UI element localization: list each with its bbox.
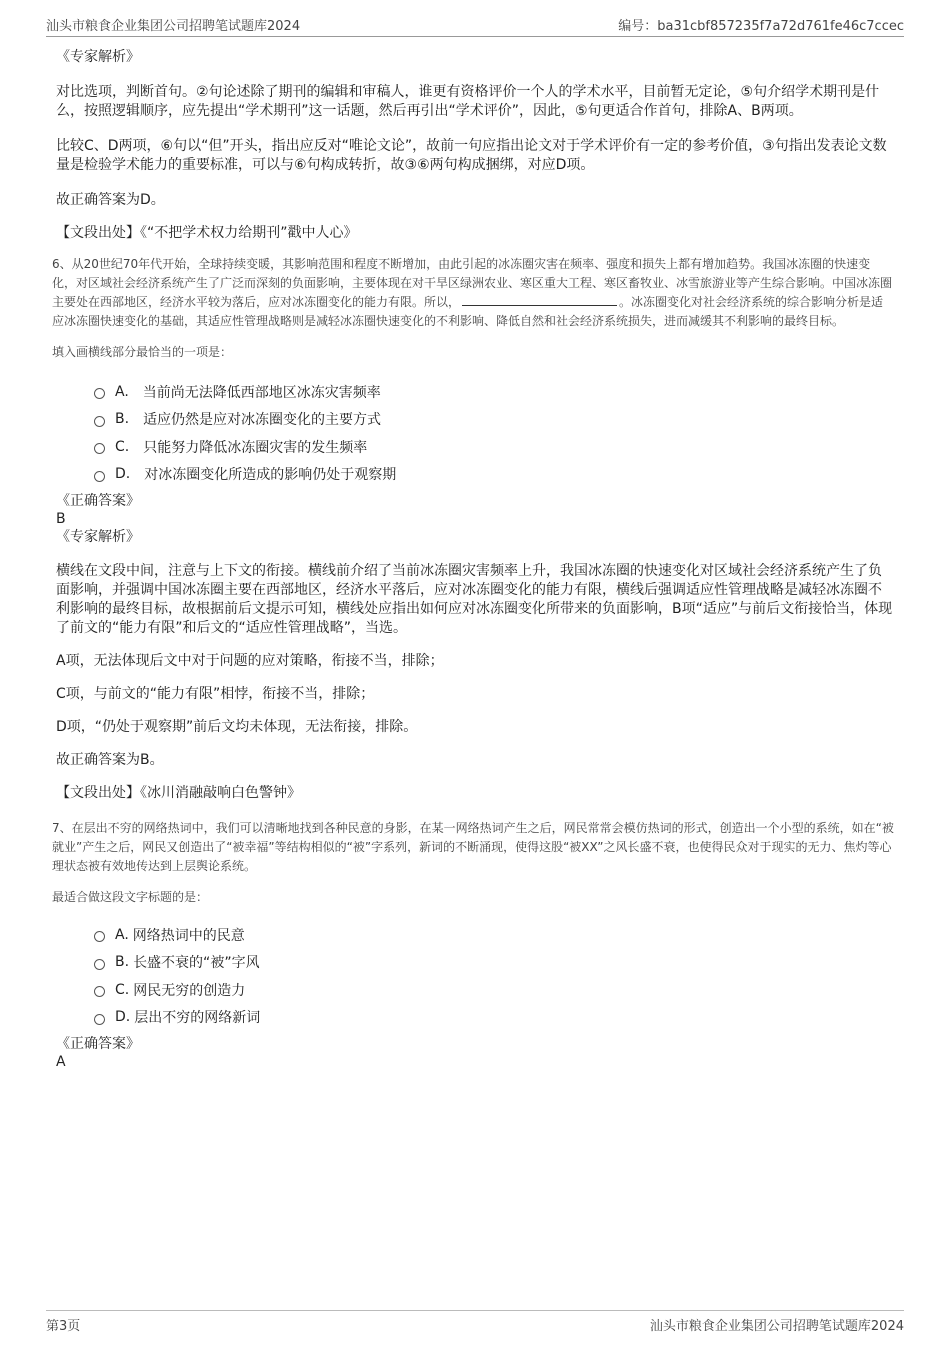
option-letter: C.	[115, 981, 130, 998]
q5-conclusion: 故正确答案为D。	[56, 192, 165, 208]
option-letter: C.	[115, 438, 130, 455]
option-text: 层出不穷的网络新词	[134, 1010, 261, 1027]
page-footer	[46, 1310, 904, 1335]
q7-answer: A	[56, 1054, 66, 1070]
q6-option-c[interactable]	[94, 433, 894, 461]
radio-icon[interactable]	[94, 471, 105, 482]
q6-source: 【文段出处】《冰川消融敲响白色警钟》	[56, 785, 301, 801]
q6-answer-label: 《正确答案》	[56, 493, 140, 509]
option-letter: A.	[115, 383, 129, 400]
q7-prompt: 最适合做这段文字标题的是：	[52, 890, 209, 904]
q6-option-b[interactable]	[94, 406, 894, 434]
q7-options	[94, 921, 894, 1031]
option-text: 网民无穷的创造力	[133, 982, 246, 999]
q5-source: 【文段出处】《“不把学术权力给期刊”戳中人心》	[56, 225, 358, 241]
option-text: 对冰冻圈变化所造成的影响仍处于观察期	[144, 467, 397, 484]
radio-icon[interactable]	[94, 388, 105, 399]
q7-answer-label: 《正确答案》	[56, 1036, 140, 1052]
radio-icon[interactable]	[94, 959, 105, 970]
header-title: 汕头市粮食企业集团公司招聘笔试题库2024	[46, 18, 301, 34]
radio-icon[interactable]	[94, 416, 105, 427]
q7-option-b[interactable]	[94, 949, 894, 977]
q5-analysis-label: 《专家解析》	[56, 49, 140, 65]
option-letter: A.	[115, 926, 129, 943]
q6-analysis-para4: D项，“仍处于观察期”前后文均未体现，无法衔接，排除。	[56, 719, 418, 735]
q6-analysis-para2: A项，无法体现后文中对于问题的应对策略，衔接不当，排除；	[56, 653, 444, 669]
radio-icon[interactable]	[94, 931, 105, 942]
q6-options	[94, 378, 894, 488]
option-letter: D.	[115, 1009, 131, 1026]
page-header	[46, 12, 904, 37]
option-text: 只能努力降低冰冻圈灾害的发生频率	[143, 439, 368, 456]
page-content	[52, 44, 894, 1071]
page-number: 第3页	[46, 1318, 81, 1334]
radio-icon[interactable]	[94, 986, 105, 997]
option-letter: B.	[115, 411, 130, 428]
q6-blank	[462, 295, 617, 306]
q6-option-a[interactable]	[94, 378, 894, 406]
q6-stem-after: 。冰冻圈变化对社会经济系统的综合影响分析是适应冰冻圈快速变化的基础，其适应性管理战略则是减轻冰冻圈快速变化的不利影响、降低自然和社会经济系统损失，进而减缓其不利影响的最终目标。	[52, 295, 884, 328]
q7-option-c[interactable]	[94, 976, 894, 1004]
radio-icon[interactable]	[94, 1014, 105, 1025]
q6-stem	[52, 255, 894, 331]
q6-option-d[interactable]	[94, 461, 894, 489]
radio-icon[interactable]	[94, 443, 105, 454]
option-text: 适应仍然是应对冰冻圈变化的主要方式	[143, 412, 382, 429]
option-letter: D.	[115, 466, 131, 483]
document-id: 编号：ba31cbf857235f7a72d761fe46c7ccec	[618, 18, 904, 34]
q7-option-a[interactable]	[94, 921, 894, 949]
q5-analysis-para1: 对比选项，判断首句。②句论述除了期刊的编辑和审稿人，谁更有资格评价一个人的学术水平，目前暂无定论，⑤句介绍学术期刊是什么，按照逻辑顺序，应先提出“学术期刊”这一话题，然后再引出“学术评价”，因此，⑤句更适合作首句，排除A、B两项。	[56, 84, 880, 119]
option-text: 长盛不衰的“被”字风	[133, 955, 260, 972]
q5-analysis-para2: 比较C、D两项，⑥句以“但”开头，指出应反对“唯论文论”，故前一句应指出论文对于学术评价有一定的参考价值，③句指出发表论文数量是检验学术能力的重要标准，可以与⑥句构成转折，故③⑥两句构成捆绑，对应D项。	[56, 138, 887, 173]
q7-stem: 7、在层出不穷的网络热词中，我们可以清晰地找到各种民意的身影，在某一网络热词产生之后，网民常常会模仿热词的形式，创造出一个小型的系统，如在“被就业”产生之后，网民又创造出了“被幸福”等结构相似的“被”字系列，新词的不断涌现，使得这股“被XX”之风长盛不衰，也使得民众对于现实的无力、焦灼等心理状态被有效地传达到上层舆论系统。	[52, 821, 894, 873]
option-letter: B.	[115, 954, 130, 971]
q6-analysis-label: 《专家解析》	[56, 529, 140, 545]
q6-prompt: 填入画横线部分最恰当的一项是：	[52, 345, 233, 359]
q6-stem-before: 6、从20世纪70年代开始，全球持续变暖，其影响范围和程度不断增加，由此引起的冰冻圈灾害在频率、强度和损失上都有增加趋势。我国冰冻圈的快速变化，对区域社会经济系统产生了广泛而深刻的负面影响，主要体现在对干旱区绿洲农业、寒区重大工程、寒区畜牧业、冰雪旅游业等产生综合影响。中国冰冻圈主要处在西部地区，经济水平较为落后，应对冰冻圈变化的能力有限。所以，	[52, 257, 893, 309]
footer-title: 汕头市粮食企业集团公司招聘笔试题库2024	[649, 1318, 904, 1334]
q6-analysis-para3: C项，与前文的“能力有限”相悖，衔接不当，排除；	[56, 686, 375, 702]
q6-analysis-para1: 横线在文段中间，注意与上下文的衔接。横线前介绍了当前冰冻圈灾害频率上升，我国冰冻圈的快速变化对区域社会经济系统产生了负面影响，并强调中国冰冻圈主要在西部地区，经济水平落后，应对冰冻圈变化的能力有限，横线后强调适应性管理战略是减轻冰冻圈不利影响的最终目标，故根据前后文提示可知，横线处应指出如何应对冰冻圈变化所带来的负面影响，B项“适应”与前后文衔接恰当，体现了前文的“能力有限”和后文的“适应性管理战略”，当选。	[56, 563, 893, 636]
q6-answer: B	[56, 511, 66, 527]
q7-option-d[interactable]	[94, 1004, 894, 1032]
q6-conclusion: 故正确答案为B。	[56, 752, 164, 768]
option-text: 当前尚无法降低西部地区冰冻灾害频率	[142, 384, 381, 401]
option-text: 网络热词中的民意	[132, 927, 245, 944]
